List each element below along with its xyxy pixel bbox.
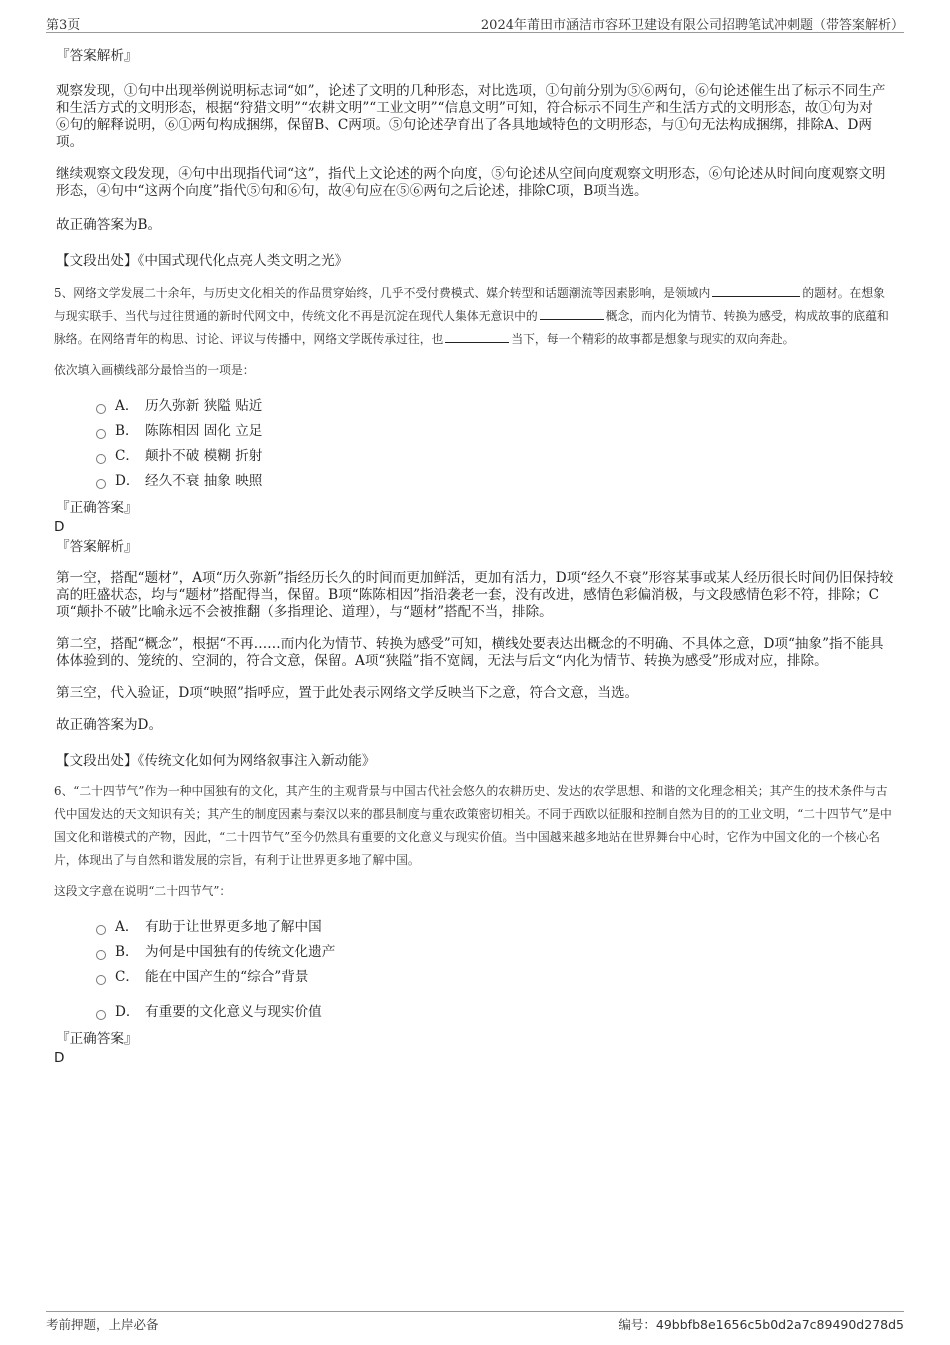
page-content: [56, 46, 896, 1067]
q5-options: [56, 394, 896, 494]
radio-icon[interactable]: [96, 454, 106, 464]
q5-analysis-label: 『答案解析』: [56, 539, 138, 555]
q5-answer-label: 『正确答案』: [56, 500, 138, 516]
q6-option-b[interactable]: B． 为何是中国独有的传统文化遗产: [56, 940, 896, 965]
page-number: 第3页: [46, 18, 81, 33]
q5-source: 【文段出处】《传统文化如何为网络叙事注入新动能》: [56, 753, 376, 769]
q5-analysis-para-2: 第二空，搭配“概念”，根据“不再……而内化为情节、转换为感受”可知，横线处要表达出概念的不明确、不具体之意，D项“抽象”指不能具体体验到的、笼统的、空洞的，符合文意，保留。A项“狭隘”指不宽阔，无法与后文“内化为情节、转换为感受”形成对应，排除。: [56, 636, 884, 669]
q5-blank-2: [540, 307, 604, 320]
q5-option-d[interactable]: D． 经久不衰 抽象 映照: [56, 469, 896, 494]
page-footer: [46, 1311, 904, 1332]
radio-icon[interactable]: [96, 925, 106, 935]
radio-icon[interactable]: [96, 1010, 106, 1020]
radio-icon[interactable]: [96, 479, 106, 489]
q5-option-b[interactable]: B． 陈陈相因 固化 立足: [56, 419, 896, 444]
q4-analysis-label: 『答案解析』: [56, 48, 138, 64]
q5-conclusion: 故正确答案为D。: [56, 717, 163, 733]
q6-answer-label: 『正确答案』: [56, 1031, 138, 1047]
q5-option-c[interactable]: C． 颠扑不破 模糊 折射: [56, 444, 896, 469]
q6-answer: D: [54, 1050, 65, 1066]
q5-option-a[interactable]: A． 历久弥新 狭隘 贴近: [56, 394, 896, 419]
q6-option-c[interactable]: C． 能在中国产生的“综合”背景: [56, 965, 896, 990]
q6-prompt: 这段文字意在说明“二十四节气”：: [54, 884, 232, 898]
q5-stem: 5、网络文学发展二十余年，与历史文化相关的作品贯穿始终，几乎不受付费模式、媒介转型和话题潮流等因素影响，是领域内 的题材。在想象与现实联手、当代与过往贯通的新时代网文中，传统文化不再是沉淀在现代人集体无意识中的 概念，而内化为情节、转换为感受，构成故事的底蕴和脉络。在网络青年的构思、讨论、评议与传播中，网络文学既传承过往，也 当下，每一个精彩的故事都是想象与现实的双向奔赴。: [54, 286, 889, 346]
q4-source: 【文段出处】《中国式现代化点亮人类文明之光》: [56, 253, 349, 269]
radio-icon[interactable]: [96, 950, 106, 960]
q6-stem: 6、“二十四节气”作为一种中国独有的文化，其产生的主观背景与中国古代社会悠久的农耕历史、发达的农学思想、和谐的文化理念相关；其产生的技术条件与古代中国发达的天文知识有关；其产生的制度因素与秦汉以来的郡县制度与重农政策密切相关。不同于西欧以征服和控制自然为目的的工业文明，“二十四节气”是中国文化和谐模式的产物，因此，“二十四节气”至今仍然具有重要的文化意义与现实价值。当中国越来越多地站在世界舞台中心时，它作为中国文化的一个核心名片，体现出了与自然和谐发展的宗旨，有利于让世界更多地了解中国。: [54, 784, 892, 867]
q5-prompt: 依次填入画横线部分最恰当的一项是：: [54, 363, 255, 377]
q4-analysis-para-1: 观察发现，①句中出现举例说明标志词“如”，论述了文明的几种形态，对比选项，①句前分别为⑤⑥两句，⑥句论述催生出了标示不同生产和生活方式的文明形态，根据“狩猎文明”“农耕文明”“工业文明”“信息文明”可知，符合标示不同生产和生活方式的文明形态，故①句为对⑥句的解释说明，⑥①两句构成捆绑，保留B、C两项。⑤句论述孕育出了各具地域特色的文明形态，与①句无法构成捆绑，排除A、D两项。: [56, 83, 886, 150]
footer-code: 编号：49bbfb8e1656c5b0d2a7c89490d278d5: [618, 1317, 904, 1332]
radio-icon[interactable]: [96, 404, 106, 414]
page-header: [46, 12, 904, 33]
radio-icon[interactable]: [96, 429, 106, 439]
q4-analysis-para-2: 继续观察文段发现，④句中出现指代词“这”，指代上文论述的两个向度，⑤句论述从空间向度观察文明形态，⑥句论述从时间向度观察文明形态，④句中“这两个向度”指代⑤句和⑥句，故④句应在⑤⑥两句之后论述，排除C项，B项当选。: [56, 166, 886, 199]
q5-blank-1: [712, 284, 800, 297]
footer-slogan: 考前押题，上岸必备: [46, 1317, 159, 1332]
q5-blank-3: [445, 330, 509, 343]
q6-option-a[interactable]: A． 有助于让世界更多地了解中国: [56, 915, 896, 940]
q6-options: [56, 915, 896, 1025]
q5-analysis-para-1: 第一空，搭配“题材”，A项“历久弥新”指经历长久的时间而更加鲜活，更加有活力，D项“经久不衰”形容某事或某人经历很长时间仍旧保持较高的旺盛状态，均与“题材”搭配得当，保留。B项“陈陈相因”指沿袭老一套，没有改进，感情色彩偏消极，与文段感情色彩不符，排除；C项“颠扑不破”比喻永远不会被推翻（多指理论、道理），与“题材”搭配不当，排除。: [56, 570, 894, 620]
document-title: 2024年莆田市涵洁市容环卫建设有限公司招聘笔试冲刺题（带答案解析）: [480, 18, 904, 33]
q5-analysis-para-3: 第三空，代入验证，D项“映照”指呼应，置于此处表示网络文学反映当下之意，符合文意，当选。: [56, 685, 639, 701]
q5-answer: D: [54, 519, 65, 535]
radio-icon[interactable]: [96, 975, 106, 985]
q4-conclusion: 故正确答案为B。: [56, 217, 162, 233]
q6-option-d[interactable]: D． 有重要的文化意义与现实价值: [56, 1000, 896, 1025]
